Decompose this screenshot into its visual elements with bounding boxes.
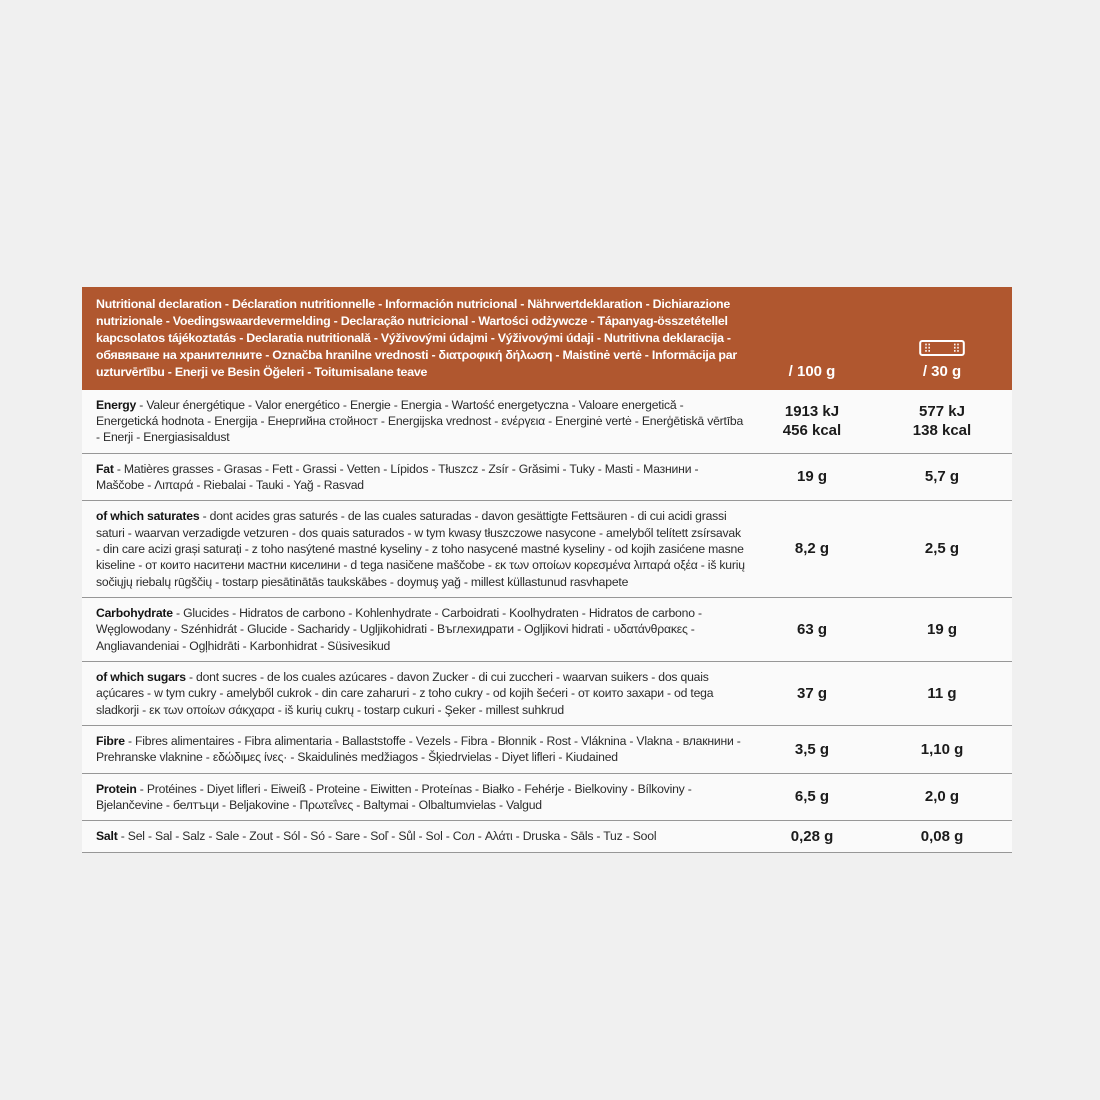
nutrition-table <box>82 287 1012 853</box>
nutrient-translations: - Fibres alimentaires - Fibra alimentaria - Ballaststoffe - Vezels - Fibra - Błonnik - Rost - Vláknina - Vlakna - влакнини - Prehranske vlaknine - εδώδιμες ίνες· - Skaidulinės medžiagos - Šķiedrvielas - Diyet lifleri - Kiudained <box>96 734 741 765</box>
row-energy <box>82 390 1012 454</box>
value-per-100g <box>752 390 872 453</box>
value-kcal: 138 kcal <box>912 422 972 440</box>
row-label <box>82 501 752 597</box>
per-30g-label: / 30 g <box>922 362 962 380</box>
row-fat <box>82 454 1012 502</box>
row-sugars <box>82 662 1012 726</box>
column-header-per-30g <box>872 296 1012 382</box>
nutrient-translations: - Glucides - Hidratos de carbono - Kohlenhydrate - Carboidrati - Koolhydraten - Hidratos de carbono - Węglowodany - Szénhidrát - Glucide - Sacharidy - Ugljikohidrati - Въглехидрати - Ogljikovi hidrati - υδατάνθρακες - Angliavandeniai - Ogļhidrāti - Karbonhidrat - Süsivesikud <box>96 605 702 653</box>
value-per-30g: 1,10 g <box>920 740 964 758</box>
row-label <box>82 598 752 661</box>
value-per-30g: 19 g <box>926 620 957 638</box>
row-protein <box>82 774 1012 822</box>
row-label <box>82 390 752 453</box>
value-per-30g: 2,0 g <box>924 788 960 806</box>
per-100g-label: / 100 g <box>788 362 836 380</box>
row-carbohydrate <box>82 598 1012 662</box>
nutrient-translations: - dont acides gras saturés - de las cuales saturadas - davon gesättigte Fettsäuren - di cui acidi grassi saturi - waarvan verzadigde vetzuren - dos quais saturados - w tym kwasy tłuszczowe nasycone - amelyből telített zsírsavak - din care acizi grași saturați - z toho nasýtené mastné kyseliny - z toho nasycené mastné kyseliny - od kojih zasićene masne kiseline - от които наситени мастни киселини - d tega nasičene maščobe - εκ των οποίων κορεσμένα λιπαρά οξέα - iš kurių sočiųjų riebalų rūgščių - tostarp piesātinātās taukskābes - doymuş yağ - millest küllastunud rasvhapete <box>96 509 745 589</box>
nutrient-translations: - dont sucres - de los cuales azúcares - davon Zucker - di cui zuccheri - waarvan suikers - dos quais açúcares - w tym cukry - amelyből cukrok - din care zaharuri - z toho cukry - od kojih šećeri - от които захари - od tega sladkorji - εκ των οποίων σάκχαρα - iš kurių cukrų - tostarp cukuri - Şeker - millest suhkrud <box>96 670 714 717</box>
energy-bar-icon <box>919 338 965 358</box>
value-kcal: 456 kcal <box>782 422 842 440</box>
value-kj: 577 kJ <box>919 402 965 420</box>
value-per-100g: 3,5 g <box>794 740 830 758</box>
value-per-100g: 19 g <box>796 468 827 486</box>
value-per-100g: 0,28 g <box>790 827 834 845</box>
value-per-30g: 2,5 g <box>924 540 960 558</box>
table-header <box>82 287 1012 390</box>
row-label <box>82 454 752 501</box>
nutrient-name: Protein <box>96 781 137 796</box>
nutrient-name: of which saturates <box>96 509 200 524</box>
row-salt <box>82 821 1012 852</box>
value-per-100g: 8,2 g <box>794 540 830 558</box>
row-label <box>82 662 752 725</box>
nutrient-translations: - Protéines - Diyet lifleri - Eiweiß - Proteine - Eiwitten - Proteínas - Białko - Fehérje - Bielkoviny - Bílkoviny - Bjelančevine - белтъци - Beljakovine - Πρωτεΐνες - Baltymai - Olbaltumvielas - Valgud <box>96 781 692 813</box>
row-saturates <box>82 501 1012 598</box>
row-fibre <box>82 726 1012 774</box>
column-header-per-100g <box>752 296 872 382</box>
row-label <box>82 821 752 851</box>
nutrient-name: Fat <box>96 461 114 476</box>
value-per-100g: 63 g <box>796 620 827 638</box>
nutrient-translations: - Matières grasses - Grasas - Fett - Grassi - Vetten - Lípidos - Tłuszcz - Zsír - Grăsimi - Tuky - Masti - Мазнини - Maščobe - Λιπαρά - Riebalai - Tauki - Yağ - Rasvad <box>96 461 699 492</box>
nutrient-translations: - Sel - Sal - Salz - Sale - Zout - Sól - Só - Sare - Soľ - Sůl - Sol - Сол - Αλάτι - Druska - Sāls - Tuz - Sool <box>117 829 657 844</box>
nutrient-name: Salt <box>96 829 118 844</box>
nutrient-name: of which sugars <box>96 670 186 685</box>
value-per-100g: 37 g <box>796 684 827 702</box>
nutrient-translations: - Valeur énergétique - Valor energético - Energie - Energia - Wartość energetyczna - Valoare energetică - Energetická hodnota - Energija - Енергийна стойност - Energijska vrednost - ενέργεια - Energinė vertė - Enerģētiskā vērtība - Enerji - Energiasisaldust <box>96 397 744 445</box>
nutrient-name: Energy <box>96 397 137 412</box>
value-per-100g: 6,5 g <box>794 788 830 806</box>
value-per-30g: 0,08 g <box>920 827 964 845</box>
row-label <box>82 726 752 773</box>
value-per-30g: 11 g <box>927 684 957 702</box>
row-label <box>82 774 752 821</box>
nutritional-declaration-title: Nutritional declaration - Déclaration nutritionnelle - Información nutricional - Nährwertdeklaration - Dichiarazione nutrizionale - Voedingswaardevermelding - Declaração nutricional - Wartości odżywcze - Tápanyag-összetétellel kapcsolatos tájékoztatás - Declaratia nutritională - Výživovými údajmi - Výživovými údaji - Nutritivna deklaracija - обявяване на хранителните - Označba hranilne vrednosti - διατροφική δήλωση - Maistinė vertė - Informācija par uzturvērtību - Enerji ve Besin Öğeleri - Toitumisalane teave <box>96 297 737 380</box>
value-kj: 1913 kJ <box>784 402 840 420</box>
value-per-30g: 5,7 g <box>924 468 960 486</box>
value-per-30g <box>872 390 1012 453</box>
nutrient-name: Fibre <box>96 734 125 749</box>
nutrient-name: Carbohydrate <box>96 605 173 620</box>
